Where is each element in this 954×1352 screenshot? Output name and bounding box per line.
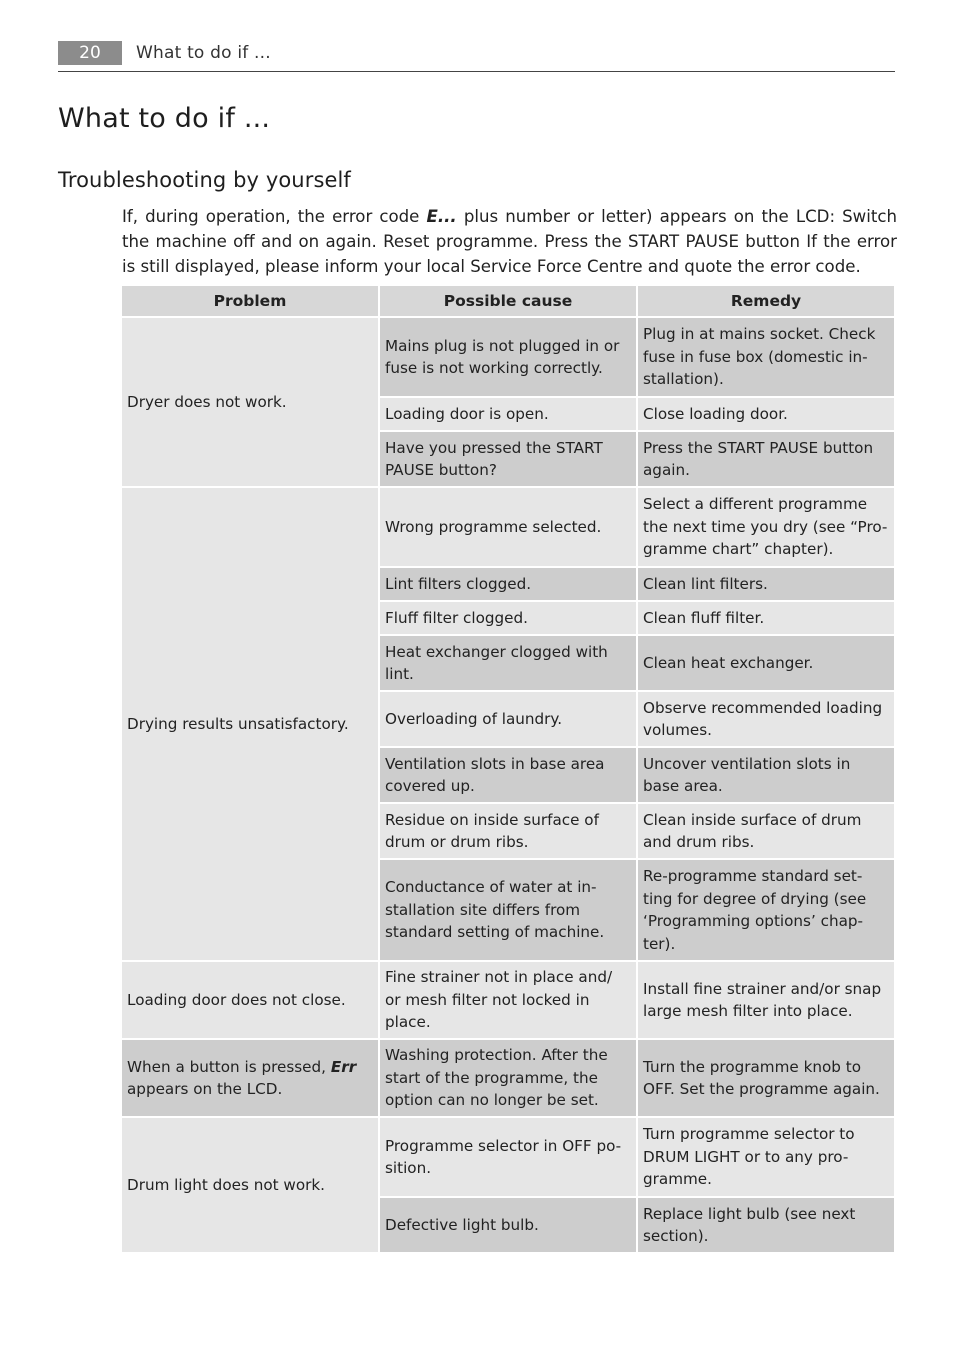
remedy-cell: Plug in at mains socket. Check fuse in fuse box (domestic in-stallation). bbox=[638, 318, 894, 396]
page-header bbox=[58, 41, 895, 72]
section-title: Troubleshooting by yourself bbox=[58, 168, 351, 192]
remedy-cell: Re-programme standard set-ting for degree of drying (see ‘Programming options’ chap-ter). bbox=[638, 860, 894, 960]
problem-cell: Loading door does not close. bbox=[122, 962, 378, 1038]
column-header-cause: Possible cause bbox=[380, 286, 636, 316]
remedy-cell: Uncover ventilation slots in base area. bbox=[638, 748, 894, 802]
cause-cell: Wrong programme selected. bbox=[380, 488, 636, 566]
err-code: Err bbox=[330, 1057, 357, 1076]
cause-cell: Fluff filter clogged. bbox=[380, 602, 636, 634]
page-title: What to do if ... bbox=[58, 103, 271, 134]
problem-cell: Drying results unsatisfactory. bbox=[122, 488, 378, 960]
problem-text-before: When a button is pressed, bbox=[127, 1057, 331, 1076]
table-row bbox=[122, 962, 894, 1038]
problem-cell: Drum light does not work. bbox=[122, 1118, 378, 1252]
cause-cell: Washing protection. After the start of the programme, the option can no longer be set. bbox=[380, 1040, 636, 1116]
problem-cell: Dryer does not work. bbox=[122, 318, 378, 486]
table-header-row bbox=[122, 286, 894, 316]
cause-cell: Conductance of water at in-stallation site differs from standard setting of machine. bbox=[380, 860, 636, 960]
remedy-cell: Clean inside surface of drum and drum ribs. bbox=[638, 804, 894, 858]
remedy-cell: Clean fluff filter. bbox=[638, 602, 894, 634]
remedy-cell: Close loading door. bbox=[638, 398, 894, 430]
cause-cell: Fine strainer not in place and/ or mesh filter not locked in place. bbox=[380, 962, 636, 1038]
remedy-cell: Clean lint filters. bbox=[638, 568, 894, 600]
remedy-cell: Observe recommended loading volumes. bbox=[638, 692, 894, 746]
cause-cell: Programme selector in OFF po-sition. bbox=[380, 1118, 636, 1196]
troubleshooting-table bbox=[120, 284, 896, 1254]
running-title: What to do if ... bbox=[136, 43, 271, 63]
error-code: E... bbox=[426, 207, 457, 226]
remedy-cell: Clean heat exchanger. bbox=[638, 636, 894, 690]
cause-cell: Heat exchanger clogged with lint. bbox=[380, 636, 636, 690]
remedy-cell: Turn programme selector to DRUM LIGHT or to any pro-gramme. bbox=[638, 1118, 894, 1196]
cause-cell: Residue on inside surface of drum or drum ribs. bbox=[380, 804, 636, 858]
remedy-cell: Replace light bulb (see next section). bbox=[638, 1198, 894, 1252]
column-header-problem: Problem bbox=[122, 286, 378, 316]
cause-cell: Ventilation slots in base area covered up. bbox=[380, 748, 636, 802]
remedy-cell: Select a different programme the next time you dry (see “Pro-gramme chart” chapter). bbox=[638, 488, 894, 566]
problem-cell bbox=[122, 1040, 378, 1116]
column-header-remedy: Remedy bbox=[638, 286, 894, 316]
table-row bbox=[122, 488, 894, 566]
problem-text-after: appears on the LCD. bbox=[127, 1080, 283, 1098]
page-number: 20 bbox=[58, 41, 122, 65]
cause-cell: Lint filters clogged. bbox=[380, 568, 636, 600]
table-row bbox=[122, 1040, 894, 1116]
intro-text-after: plus number or letter) appears on the LCD: Switch the machine off and on again. Reset programme. Press the START PAUSE button If the error is still displayed, please inform your local Service Force Centre and quote the error code. bbox=[122, 207, 897, 276]
intro-text-before: If, during operation, the error code bbox=[122, 207, 427, 226]
cause-cell: Overloading of laundry. bbox=[380, 692, 636, 746]
cause-cell: Have you pressed the START PAUSE button? bbox=[380, 432, 636, 486]
table-row bbox=[122, 1118, 894, 1196]
remedy-cell: Turn the programme knob to OFF. Set the programme again. bbox=[638, 1040, 894, 1116]
table-row bbox=[122, 318, 894, 396]
cause-cell: Loading door is open. bbox=[380, 398, 636, 430]
cause-cell: Defective light bulb. bbox=[380, 1198, 636, 1252]
remedy-cell: Press the START PAUSE button again. bbox=[638, 432, 894, 486]
cause-cell: Mains plug is not plugged in or fuse is not working correctly. bbox=[380, 318, 636, 396]
remedy-cell: Install fine strainer and/or snap large mesh filter into place. bbox=[638, 962, 894, 1038]
intro-paragraph bbox=[122, 204, 897, 279]
